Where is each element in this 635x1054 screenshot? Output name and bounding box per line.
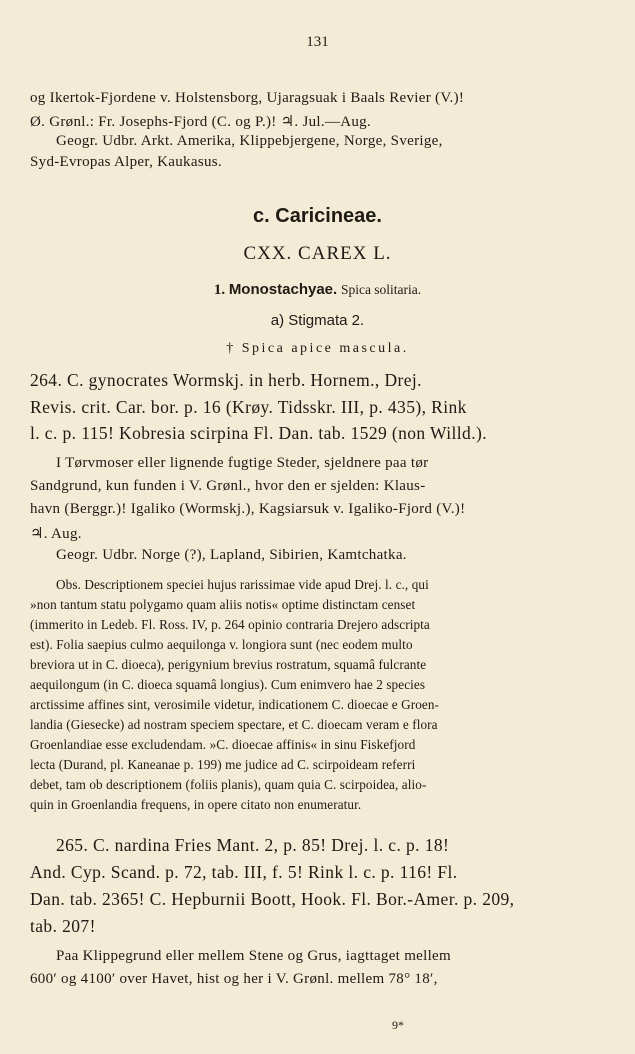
subsection-number: 1. (213, 282, 226, 298)
species-265-line-2: And. Cyp. Scand. p. 72, tab. III, f. 5! Rink l. c. p. 116! Fl. (30, 862, 458, 882)
obs-line-3: (immerito in Ledeb. Fl. Ross. IV, p. 264 opinio contraria Drejero adscripta (30, 617, 430, 632)
obs-line-11: debet, tam ob descriptionem (foliis planis), quam quia C. scirpoidea, alio- (30, 777, 427, 792)
genus-title: CXX. CAREX L. (243, 243, 392, 264)
species-265-habitat-2: 600′ og 4100′ over Havet, hist og her i V. Grønl. mellem 78° 18′, (30, 971, 438, 987)
species-264-line-1: 264. C. gynocrates Wormskj. in herb. Hornem., Drej. (30, 370, 422, 390)
obs-line-4: est). Folia saepius culmo aequilonga v. longiora sunt (nec eodem multo (30, 637, 413, 652)
intro-line-1: og Ikertok-Fjordene v. Holstensborg, Ujaragsuak i Baals Revier (V.)! (30, 90, 465, 106)
page-number: 131 (306, 34, 329, 50)
species-264-habitat-4: ♃. Aug. (30, 526, 82, 542)
obs-line-6: aequilongum (in C. dioeca squamâ longius). Cum enimvero hae 2 species (30, 677, 426, 692)
obs-line-1: Obs. Descriptionem speciei hujus rarissimae vide apud Drej. l. c., qui (56, 577, 429, 592)
subsection-heading (0, 281, 635, 299)
subsection-name: Monostachyae. (228, 281, 338, 298)
species-264-habitat-2: Sandgrund, kun funden i V. Grønl., hvor den er sjelden: Klaus- (30, 478, 426, 494)
species-265-line-4: tab. 207! (30, 916, 96, 936)
species-264-line-2: Revis. crit. Car. bor. p. 16 (Krøy. Tidsskr. III, p. 435), Rink (30, 397, 467, 417)
intro-line-4: Syd-Evropas Alper, Kaukasus. (30, 154, 222, 170)
obs-line-7: arctissime affines sint, verosimile videtur, indicationem C. dioecae e Groen- (30, 697, 440, 712)
species-264-habitat-3: havn (Berggr.)! Igaliko (Wormskj.), Kagsiarsuk v. Igaliko-Fjord (V.)! (30, 501, 466, 517)
obs-line-12: quin in Groenlandia frequens, in opere citato non enumeratur. (30, 797, 362, 812)
section-title: c. Caricineae. (253, 205, 382, 227)
species-264-line-3: l. c. p. 115! Kobresia scirpina Fl. Dan. tab. 1529 (non Willd.). (30, 423, 487, 443)
signature-mark: 9* (392, 1018, 404, 1032)
species-265-line-3: Dan. tab. 2365! C. Hepburnii Boott, Hook. Fl. Bor.-Amer. p. 209, (30, 889, 515, 909)
obs-line-9: Groenlandiae esse excludendam. »C. dioecae affinis« in sinu Fiskefjord (30, 737, 416, 752)
species-264-habitat-5: Geogr. Udbr. Norge (?), Lapland, Sibirien, Kamtchatka. (56, 547, 407, 563)
species-264-habitat-1: I Tørvmoser eller lignende fugtige Steder, sjeldnere paa tør (56, 455, 429, 471)
spica-heading: † Spica apice mascula. (226, 341, 409, 356)
obs-line-2: »non tantum statu polygamo quam aliis notis« optime distinctam censet (30, 597, 416, 612)
intro-line-2: Ø. Grønl.: Fr. Josephs-Fjord (C. og P.)! ♃. Jul.—Aug. (30, 114, 372, 130)
obs-line-8: landia (Giesecke) ad nostram speciem spectare, et C. dioecam veram e flora (30, 717, 438, 732)
stigmata-heading: a) Stigmata 2. (270, 312, 365, 329)
species-265-line-1: 265. C. nardina Fries Mant. 2, p. 85! Drej. l. c. p. 18! (56, 835, 450, 855)
species-265-habitat-1: Paa Klippegrund eller mellem Stene og Grus, iagttaget mellem (56, 948, 451, 964)
intro-line-3: Geogr. Udbr. Arkt. Amerika, Klippebjergene, Norge, Sverige, (56, 133, 443, 149)
obs-line-5: breviora ut in C. dioeca), perigynium brevius rostratum, squamâ fulcrante (30, 657, 427, 672)
subsection-rest: Spica solitaria. (340, 282, 422, 297)
obs-line-10: lecta (Durand, pl. Kaneanae p. 199) me judice ad C. scirpoideam referri (30, 757, 416, 772)
